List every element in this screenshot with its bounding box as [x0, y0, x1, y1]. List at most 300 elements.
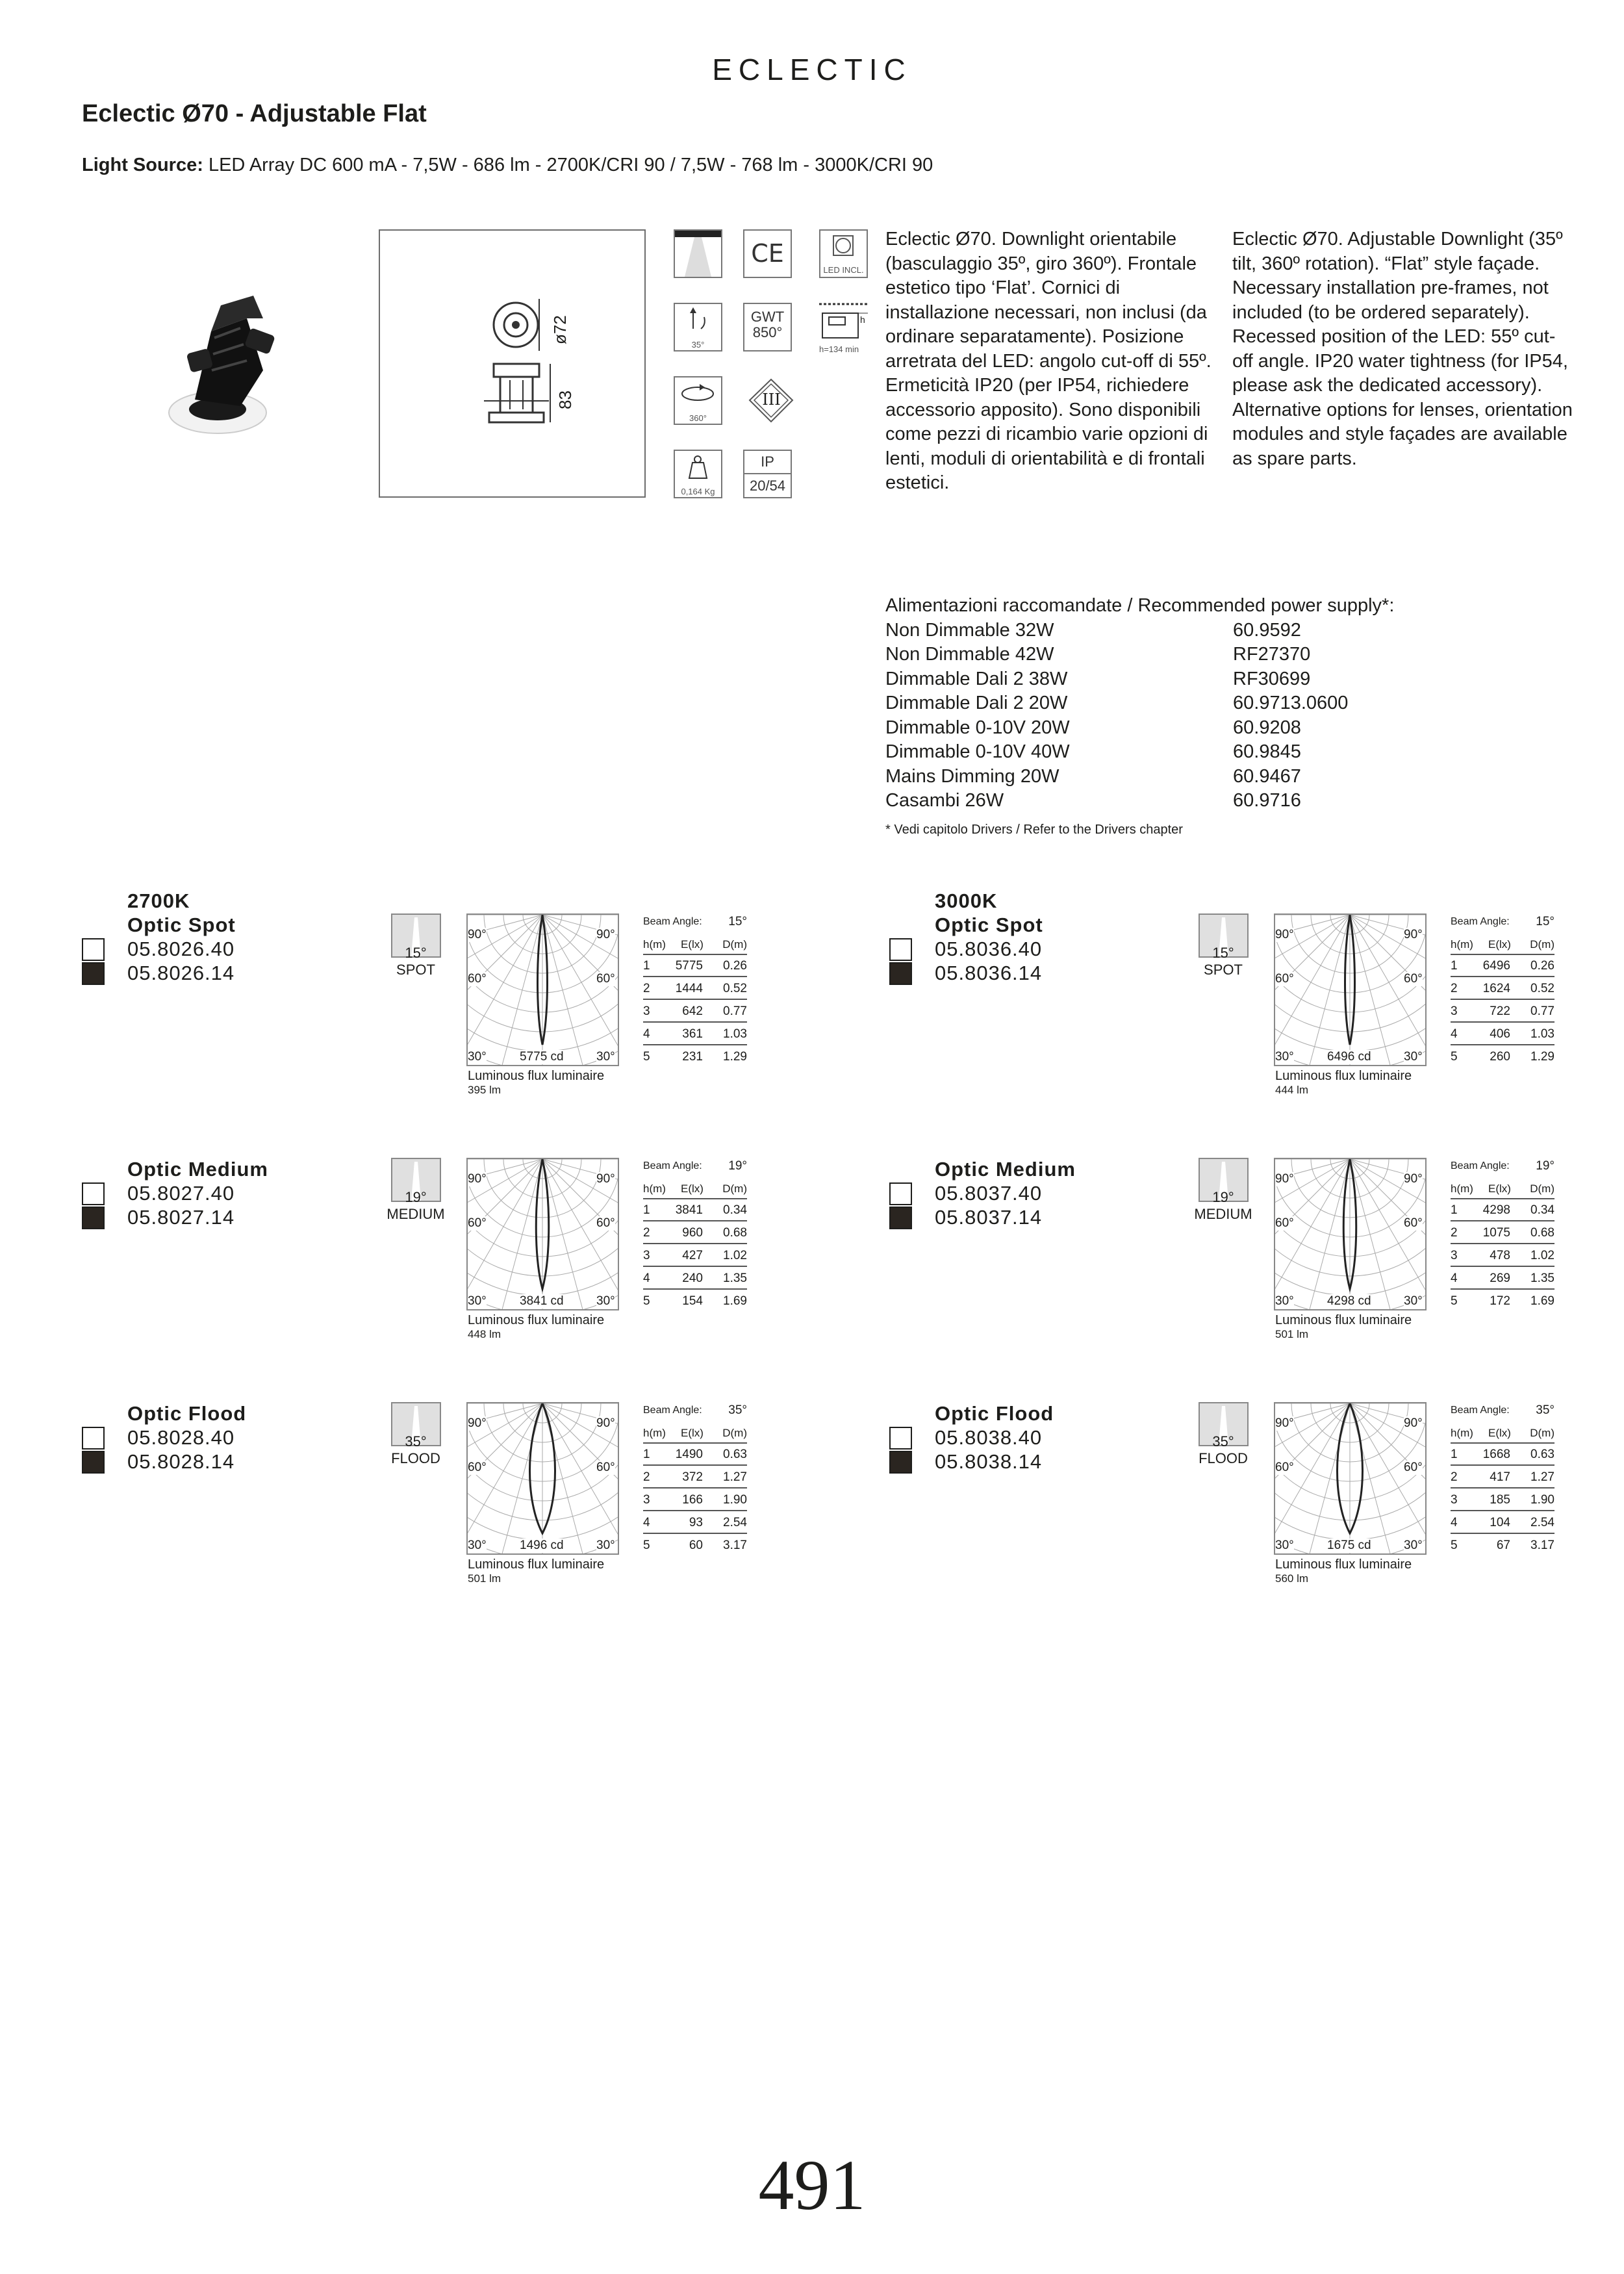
cell-d: 3.17	[1530, 1539, 1554, 1552]
beam-table-row	[643, 1223, 747, 1244]
cell-h: 2	[1451, 982, 1458, 995]
code-white: 05.8027.40	[127, 1182, 235, 1205]
cell-h: 5	[643, 1050, 650, 1064]
polar-label-30-left: 30°	[468, 1050, 487, 1064]
power-supply-heading: Alimentazioni raccomandate / Recommended power supply*:	[885, 595, 1395, 616]
beam-table-row	[643, 1445, 747, 1466]
cell-e: 1624	[1482, 982, 1510, 995]
cell-d: 1.35	[1530, 1271, 1554, 1285]
beam-angle-row	[643, 1403, 747, 1420]
cell-h: 1	[643, 1203, 650, 1217]
beam-table-row	[1451, 979, 1554, 1000]
polar-peak: 1675 cd	[1327, 1539, 1371, 1552]
beam-angle-label: Beam Angle:	[643, 1160, 702, 1171]
polar-peak: 6496 cd	[1327, 1050, 1371, 1064]
col-e: E(lx)	[681, 938, 704, 951]
beam-table-row	[643, 956, 747, 977]
beam-table-row	[643, 1002, 747, 1023]
polar-label-90-left: 90°	[1275, 1416, 1294, 1430]
col-d: D(m)	[1530, 1182, 1554, 1195]
power-supply-item: Dimmable Dali 2 38W RF30699	[885, 669, 1311, 689]
power-supply-item: Non Dimmable 32W 60.9592	[885, 620, 1301, 641]
polar-label-60-left: 60°	[468, 1461, 487, 1474]
cell-h: 1	[1451, 959, 1458, 973]
drawing-svg	[380, 231, 644, 496]
optic-block	[807, 1159, 1613, 1393]
cct-label: 3000K	[935, 889, 998, 912]
beam-table-row	[1451, 1513, 1554, 1534]
cell-d: 1.69	[723, 1294, 747, 1308]
beam-angle-table-value: 19°	[728, 1159, 747, 1173]
beam-angle-value: 19°	[405, 1189, 427, 1205]
optic-block	[0, 1403, 806, 1637]
polar-label-90-right: 90°	[596, 1416, 615, 1430]
flux-value: 501 lm	[1275, 1328, 1309, 1340]
description-it: Eclectic Ø70. Downlight orientabile (basculaggio 35º, giro 360º). Frontale estetico tipo ‘Flat’. Cornici di installazione necessari, non inclusi (da ordinare separatamente). Posizione arretrata del LED: angolo cut-off di 55º. Ermeticità IP20 (per IP54, richiedere accessorio apposito). Sono disponibili come pezzi di ricambio varie opzioni di lenti, moduli di orientabilità e di frontali estetici.	[885, 229, 1212, 493]
cell-e: 67	[1496, 1539, 1510, 1552]
installation-height-icon: h h=134 min	[819, 314, 865, 354]
polar-label-60-left: 60°	[1275, 1216, 1294, 1230]
polar-label-60-right: 60°	[596, 972, 615, 986]
light-source-value: LED Array DC 600 mA - 7,5W - 686 lm - 2700K/CRI 90 / 7,5W - 768 lm - 3000K/CRI 90	[208, 155, 933, 175]
polar-label-30-right: 30°	[1404, 1050, 1423, 1064]
cell-h: 4	[1451, 1516, 1458, 1529]
cell-e: 427	[682, 1249, 703, 1262]
description-en: Eclectic Ø70. Adjustable Downlight (35º tilt, 360º rotation). “Flat” style façade. Necessary installation pre-frames, not included (to be ordered separately). Recessed position of the LED: 55º cut-off angle. IP20 water tightness (for IP54, please ask the dedicated accessory). Alternative options for lenses, orientation modules and style façades are available as spare parts.	[1232, 229, 1573, 469]
beam-angle-table-value: 15°	[1536, 915, 1554, 928]
swatch-black	[82, 1207, 105, 1229]
beam-table-header	[643, 1427, 747, 1444]
cell-d: 1.03	[723, 1027, 747, 1041]
cell-h: 4	[1451, 1027, 1458, 1041]
cell-d: 0.26	[1530, 959, 1554, 973]
beam-table-row	[1451, 1223, 1554, 1244]
technical-drawing	[379, 229, 646, 498]
col-h: h(m)	[643, 1182, 666, 1195]
cell-e: 1444	[675, 982, 703, 995]
cell-h: 1	[1451, 1203, 1458, 1217]
beam-table-row	[1451, 1490, 1554, 1511]
beam-angle-row	[643, 915, 747, 932]
polar-label-30-left: 30°	[1275, 1539, 1294, 1552]
cell-h: 3	[1451, 1249, 1458, 1262]
beam-angle-value: 15°	[1212, 945, 1234, 961]
optic-name: Optic Flood	[127, 1402, 247, 1425]
polar-label-90-right: 90°	[596, 1172, 615, 1186]
beam-angle-label: Beam Angle:	[1451, 1160, 1510, 1171]
polar-label-60-left: 60°	[1275, 1461, 1294, 1474]
polar-label-90-left: 90°	[468, 928, 487, 941]
cell-d: 1.27	[723, 1470, 747, 1484]
beam-table-row	[1451, 1292, 1554, 1311]
optic-block	[0, 889, 806, 1149]
beam-table-row	[643, 1047, 747, 1067]
cell-h: 2	[643, 1226, 650, 1240]
power-supply-item: Casambi 26W 60.9716	[885, 790, 1301, 811]
power-supply-item: Mains Dimming 20W 60.9467	[885, 766, 1301, 787]
cell-d: 0.34	[1530, 1203, 1554, 1217]
cell-d: 2.54	[1530, 1516, 1554, 1529]
cell-d: 0.52	[1530, 982, 1554, 995]
col-e: E(lx)	[1488, 938, 1511, 951]
polar-label-60-right: 60°	[596, 1461, 615, 1474]
col-h: h(m)	[1451, 938, 1473, 951]
cell-e: 361	[682, 1027, 703, 1041]
beam-table-row	[1451, 1445, 1554, 1466]
polar-label-60-right: 60°	[1404, 972, 1423, 986]
beam-table-row	[643, 1292, 747, 1311]
polar-peak: 1496 cd	[520, 1539, 564, 1552]
col-d: D(m)	[722, 938, 747, 951]
swatch-white	[82, 1182, 105, 1205]
flux-value: 395 lm	[468, 1084, 501, 1096]
polar-label-30-right: 30°	[1404, 1294, 1423, 1308]
polar-label-90-left: 90°	[1275, 928, 1294, 941]
cell-d: 0.34	[723, 1203, 747, 1217]
swatch-black	[889, 1451, 912, 1474]
cell-e: 260	[1490, 1050, 1510, 1064]
cell-h: 4	[1451, 1271, 1458, 1285]
polar-label-30-right: 30°	[596, 1050, 615, 1064]
polar-label-60-left: 60°	[468, 1216, 487, 1230]
cell-h: 2	[643, 982, 650, 995]
col-e: E(lx)	[1488, 1182, 1511, 1195]
beam-table-row	[643, 1536, 747, 1555]
beam-table-row	[1451, 1269, 1554, 1290]
polar-label-30-right: 30°	[596, 1294, 615, 1308]
beam-angle-value: 15°	[405, 945, 427, 961]
beam-angle-table-value: 19°	[1536, 1159, 1554, 1173]
beam-table-row	[643, 1246, 747, 1267]
beam-table-row	[1451, 1246, 1554, 1267]
cell-e: 417	[1490, 1470, 1510, 1484]
cell-e: 1490	[675, 1448, 703, 1461]
beam-table-row	[1451, 1536, 1554, 1555]
code-white: 05.8038.40	[935, 1426, 1043, 1449]
cell-e: 185	[1490, 1493, 1510, 1507]
code-black: 05.8028.14	[127, 1450, 235, 1473]
dim-height: 83	[555, 390, 575, 409]
beam-table-row	[1451, 1047, 1554, 1067]
cell-h: 4	[643, 1271, 650, 1285]
optic-name: Optic Spot	[127, 913, 236, 936]
polar-label-30-left: 30°	[468, 1294, 487, 1308]
beam-table-header	[643, 1182, 747, 1199]
cell-h: 3	[1451, 1493, 1458, 1507]
cell-h: 3	[643, 1249, 650, 1262]
flux-label: Luminous flux luminaire	[1275, 1069, 1412, 1083]
power-supply-note: * Vedi capitolo Drivers / Refer to the Drivers chapter	[885, 823, 1183, 837]
optic-name: Optic Medium	[935, 1158, 1076, 1181]
optic-name: Optic Medium	[127, 1158, 268, 1181]
flux-label: Luminous flux luminaire	[468, 1313, 605, 1327]
polar-label-30-right: 30°	[596, 1539, 615, 1552]
swatch-white	[82, 938, 105, 961]
cell-e: 269	[1490, 1271, 1510, 1285]
beam-table-header	[643, 938, 747, 955]
swatch-black	[889, 1207, 912, 1229]
beam-table-header	[1451, 1427, 1554, 1444]
beam-angle-table-value: 35°	[1536, 1403, 1554, 1417]
code-black: 05.8038.14	[935, 1450, 1043, 1473]
polar-label-90-left: 90°	[468, 1172, 487, 1186]
polar-label-60-left: 60°	[1275, 972, 1294, 986]
cell-e: 60	[689, 1539, 703, 1552]
beam-angle-value: 35°	[1212, 1433, 1234, 1450]
beam-table-row	[643, 1513, 747, 1534]
beam-name: FLOOD	[1199, 1450, 1248, 1466]
cell-e: 406	[1490, 1027, 1510, 1041]
code-white: 05.8026.40	[127, 938, 235, 960]
cell-h: 3	[1451, 1004, 1458, 1018]
cell-e: 960	[682, 1226, 703, 1240]
beam-table-row	[643, 979, 747, 1000]
cell-d: 1.90	[723, 1493, 747, 1507]
cell-d: 1.29	[1530, 1050, 1554, 1064]
cell-h: 1	[643, 959, 650, 973]
cell-d: 0.63	[723, 1448, 747, 1461]
beam-table-row	[643, 1201, 747, 1221]
cell-d: 2.54	[723, 1516, 747, 1529]
light-source	[82, 155, 933, 176]
cell-d: 0.63	[1530, 1448, 1554, 1461]
polar-label-90-right: 90°	[1404, 1416, 1423, 1430]
cell-h: 4	[643, 1027, 650, 1041]
flux-value: 560 lm	[1275, 1572, 1309, 1585]
dim-diameter: ø72	[550, 315, 570, 344]
col-d: D(m)	[722, 1427, 747, 1439]
cell-e: 642	[682, 1004, 703, 1018]
beam-table-header	[1451, 1182, 1554, 1199]
col-e: E(lx)	[681, 1182, 704, 1195]
swatch-white	[889, 1427, 912, 1450]
polar-label-60-right: 60°	[596, 1216, 615, 1230]
polar-label-60-right: 60°	[1404, 1216, 1423, 1230]
col-d: D(m)	[1530, 938, 1554, 951]
cell-e: 478	[1490, 1249, 1510, 1262]
col-h: h(m)	[643, 938, 666, 951]
beam-name: SPOT	[396, 962, 435, 978]
beam-table-row	[1451, 1201, 1554, 1221]
cell-d: 1.27	[1530, 1470, 1554, 1484]
ip-rating-icon: IP 20/54	[743, 450, 792, 498]
cell-e: 722	[1490, 1004, 1510, 1018]
flux-label: Luminous flux luminaire	[1275, 1313, 1412, 1327]
power-supply-item: Dimmable 0-10V 40W 60.9845	[885, 741, 1301, 762]
cell-d: 0.26	[723, 959, 747, 973]
polar-label-90-left: 90°	[1275, 1172, 1294, 1186]
beam-angle-label: Beam Angle:	[1451, 916, 1510, 927]
polar-label-90-right: 90°	[596, 928, 615, 941]
beam-table-row	[643, 1468, 747, 1488]
cell-e: 372	[682, 1470, 703, 1484]
flux-label: Luminous flux luminaire	[468, 1069, 605, 1083]
cell-d: 0.77	[723, 1004, 747, 1018]
cell-d: 0.68	[1530, 1226, 1554, 1240]
polar-label-90-right: 90°	[1404, 928, 1423, 941]
swatch-black	[889, 962, 912, 985]
optic-block	[807, 889, 1613, 1149]
beam-table	[1451, 915, 1554, 1071]
cell-h: 3	[643, 1493, 650, 1507]
cell-h: 4	[643, 1516, 650, 1529]
code-black: 05.8037.14	[935, 1206, 1043, 1229]
beam-angle-label: Beam Angle:	[643, 916, 702, 927]
beam-table-row	[1451, 1468, 1554, 1488]
cell-h: 1	[643, 1448, 650, 1461]
product-photo	[149, 292, 305, 442]
polar-label-30-left: 30°	[1275, 1050, 1294, 1064]
polar-label-60-right: 60°	[1404, 1461, 1423, 1474]
beam-table-row	[643, 1490, 747, 1511]
beam-table-row	[1451, 1025, 1554, 1045]
flux-value: 501 lm	[468, 1572, 501, 1585]
beam-table-row	[643, 1269, 747, 1290]
flux-label: Luminous flux luminaire	[468, 1557, 605, 1572]
cell-h: 5	[643, 1294, 650, 1308]
cct-label: 2700K	[127, 889, 190, 912]
col-h: h(m)	[1451, 1182, 1473, 1195]
cell-e: 4298	[1482, 1203, 1510, 1217]
brand-title: ECLECTIC	[712, 53, 912, 86]
flux-label: Luminous flux luminaire	[1275, 1557, 1412, 1572]
optic-block	[0, 1159, 806, 1393]
beam-name: MEDIUM	[1194, 1206, 1252, 1222]
beam-table-header	[1451, 938, 1554, 955]
cell-e: 172	[1490, 1294, 1510, 1308]
cell-e: 1075	[1482, 1226, 1510, 1240]
beam-angle-row	[1451, 1159, 1554, 1176]
cell-h: 5	[1451, 1539, 1458, 1552]
code-black: 05.8026.14	[127, 962, 235, 984]
beam-table-row	[1451, 1002, 1554, 1023]
cell-e: 5775	[675, 959, 703, 973]
ce-mark-icon: CE	[743, 229, 792, 278]
light-source-label: Light Source:	[82, 155, 203, 175]
cell-h: 2	[643, 1470, 650, 1484]
cell-d: 1.29	[723, 1050, 747, 1064]
cell-h: 2	[1451, 1226, 1458, 1240]
power-supply-item: Dimmable Dali 2 20W 60.9713.0600	[885, 693, 1349, 713]
beam-angle-value: 35°	[405, 1433, 427, 1450]
col-h: h(m)	[1451, 1427, 1473, 1439]
polar-label-30-right: 30°	[1404, 1539, 1423, 1552]
product-title: Eclectic Ø70 - Adjustable Flat	[82, 100, 427, 127]
led-included-icon: LED INCL.	[819, 229, 868, 278]
power-supply-item: Non Dimmable 42W RF27370	[885, 644, 1311, 665]
page-number: 491	[758, 2145, 866, 2225]
polar-label-90-right: 90°	[1404, 1172, 1423, 1186]
cell-d: 0.52	[723, 982, 747, 995]
cell-e: 1668	[1482, 1448, 1510, 1461]
cell-e: 93	[689, 1516, 703, 1529]
swatch-white	[889, 1182, 912, 1205]
polar-label-60-left: 60°	[468, 972, 487, 986]
swatch-white	[889, 938, 912, 961]
optic-name: Optic Spot	[935, 913, 1043, 936]
beam-angle-row	[1451, 1403, 1554, 1420]
cell-e: 3841	[675, 1203, 703, 1217]
cell-e: 166	[682, 1493, 703, 1507]
code-white: 05.8036.40	[935, 938, 1043, 960]
cell-d: 1.90	[1530, 1493, 1554, 1507]
col-e: E(lx)	[1488, 1427, 1511, 1439]
beam-table	[643, 915, 747, 1071]
beam-name: SPOT	[1204, 962, 1243, 978]
beam-angle-row	[643, 1159, 747, 1176]
beam-angle-value: 19°	[1212, 1189, 1234, 1205]
tilt-icon: 35°	[674, 303, 722, 351]
beam-angle-label: Beam Angle:	[1451, 1405, 1510, 1416]
cell-h: 2	[1451, 1470, 1458, 1484]
swatch-black	[82, 1451, 105, 1474]
beam-table-row	[1451, 956, 1554, 977]
beam-angle-table-value: 15°	[728, 915, 747, 928]
cell-e: 6496	[1482, 959, 1510, 973]
col-d: D(m)	[1530, 1427, 1554, 1439]
swatch-white	[82, 1427, 105, 1450]
beam-angle-label: Beam Angle:	[643, 1405, 702, 1416]
code-white: 05.8037.40	[935, 1182, 1043, 1205]
cell-d: 3.17	[723, 1539, 747, 1552]
polar-label-30-left: 30°	[468, 1539, 487, 1552]
code-black: 05.8027.14	[127, 1206, 235, 1229]
cell-h: 1	[1451, 1448, 1458, 1461]
optic-name: Optic Flood	[935, 1402, 1054, 1425]
beam-table	[1451, 1403, 1554, 1559]
weight-icon: 0,164 Kg	[674, 450, 722, 498]
cell-d: 1.35	[723, 1271, 747, 1285]
beam-table	[643, 1403, 747, 1559]
beam-table	[1451, 1159, 1554, 1315]
col-e: E(lx)	[681, 1427, 704, 1439]
flux-value: 448 lm	[468, 1328, 501, 1340]
cell-d: 1.02	[723, 1249, 747, 1262]
cell-d: 0.68	[723, 1226, 747, 1240]
flux-value: 444 lm	[1275, 1084, 1309, 1096]
cell-h: 5	[1451, 1050, 1458, 1064]
cell-d: 1.02	[1530, 1249, 1554, 1262]
code-black: 05.8036.14	[935, 962, 1043, 984]
polar-peak: 3841 cd	[520, 1294, 564, 1308]
cell-e: 240	[682, 1271, 703, 1285]
optic-block	[807, 1403, 1613, 1637]
cell-e: 104	[1490, 1516, 1510, 1529]
rotation-icon: 360°	[674, 376, 722, 425]
beam-table-row	[643, 1025, 747, 1045]
beam-table	[643, 1159, 747, 1315]
beam-name: FLOOD	[391, 1450, 440, 1466]
cell-h: 3	[643, 1004, 650, 1018]
class-three-icon: III	[747, 376, 796, 425]
polar-peak: 4298 cd	[1327, 1294, 1371, 1308]
code-white: 05.8028.40	[127, 1426, 235, 1449]
col-d: D(m)	[722, 1182, 747, 1195]
cell-d: 0.77	[1530, 1004, 1554, 1018]
glow-wire-icon: GWT 850°	[743, 303, 792, 351]
polar-label-90-left: 90°	[468, 1416, 487, 1430]
polar-peak: 5775 cd	[520, 1050, 564, 1064]
cell-d: 1.03	[1530, 1027, 1554, 1041]
power-supply-item: Dimmable 0-10V 20W 60.9208	[885, 717, 1301, 738]
beam-angle-row	[1451, 915, 1554, 932]
cell-h: 5	[1451, 1294, 1458, 1308]
polar-label-30-left: 30°	[1275, 1294, 1294, 1308]
cell-h: 5	[643, 1539, 650, 1552]
cell-e: 154	[682, 1294, 703, 1308]
cell-e: 231	[682, 1050, 703, 1064]
cell-d: 1.69	[1530, 1294, 1554, 1308]
